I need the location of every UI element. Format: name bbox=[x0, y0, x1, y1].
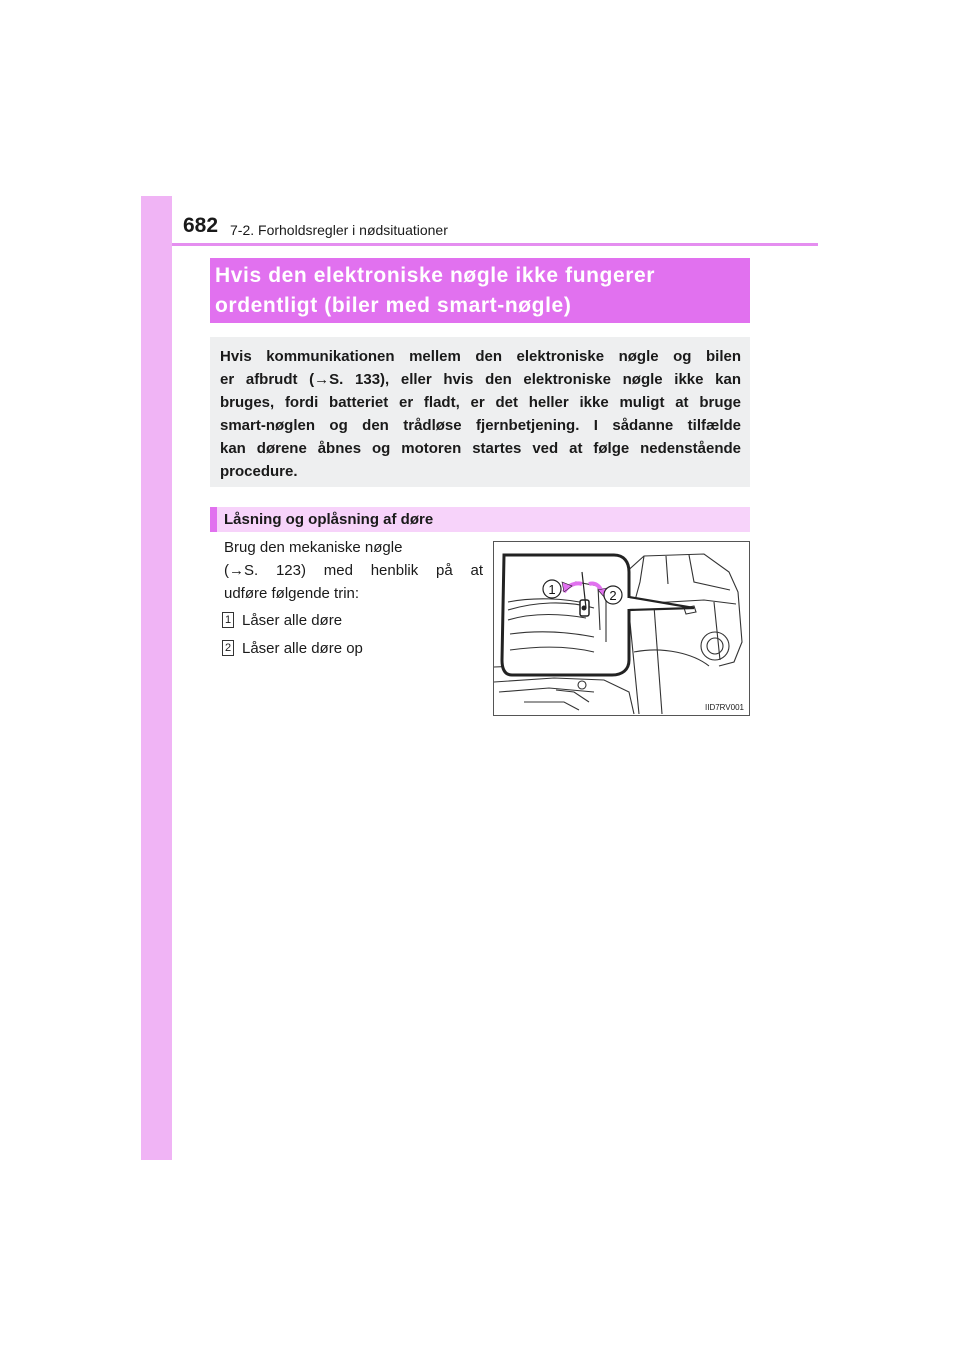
step-text: Låser alle døre op bbox=[242, 639, 363, 657]
header-rule bbox=[172, 243, 818, 246]
step-number-badge: 2 bbox=[222, 640, 234, 656]
intro-line: smart-nøglen og den trådløse fjernbetjening. I sådanne tilfælde bbox=[220, 417, 741, 434]
page-number: 682 bbox=[183, 214, 219, 237]
intro-line: Hvis kommunikationen mellem den elektroniske nøgle og bilen bbox=[220, 348, 741, 365]
step-number-badge: 1 bbox=[222, 612, 234, 628]
intro-box bbox=[210, 337, 750, 487]
callout-label: 2 bbox=[609, 588, 617, 603]
intro-line: kan dørene åbnes og motoren startes ved at følge nedenstående bbox=[220, 440, 741, 457]
subsection-heading-text: Låsning og oplåsning af døre bbox=[224, 511, 434, 528]
body-line: Brug den mekaniske nøgle bbox=[224, 539, 403, 556]
body-line: (→S. 123) med henblik på at bbox=[224, 562, 483, 579]
intro-line: procedure. bbox=[220, 463, 298, 480]
subsection-heading bbox=[210, 507, 750, 532]
body-text bbox=[224, 536, 483, 605]
step-item bbox=[222, 610, 342, 630]
section-title-line: Hvis den elektroniske nøgle ikke fungerer bbox=[215, 264, 656, 287]
running-head: 7-2. Forholdsregler i nødsituationer bbox=[230, 222, 448, 238]
callout-label: 1 bbox=[548, 582, 556, 597]
intro-line: bruges, fordi batteriet er fladt, er det heller ikke muligt at bruge bbox=[220, 394, 741, 411]
step-text: Låser alle døre bbox=[242, 611, 343, 629]
side-tab-strip bbox=[141, 196, 172, 1160]
section-title-line: ordentligt (biler med smart-nøgle) bbox=[215, 294, 572, 317]
intro-line: er afbrudt (→S. 133), eller hvis den elektroniske nøgle ikke kan bbox=[220, 371, 741, 388]
door-lock-illustration bbox=[493, 541, 750, 716]
section-title bbox=[210, 258, 750, 323]
car-door-drawing bbox=[494, 542, 749, 715]
figure-code: IID7RV001 bbox=[705, 703, 744, 712]
body-line: udføre følgende trin: bbox=[224, 585, 360, 602]
step-item bbox=[222, 638, 363, 658]
